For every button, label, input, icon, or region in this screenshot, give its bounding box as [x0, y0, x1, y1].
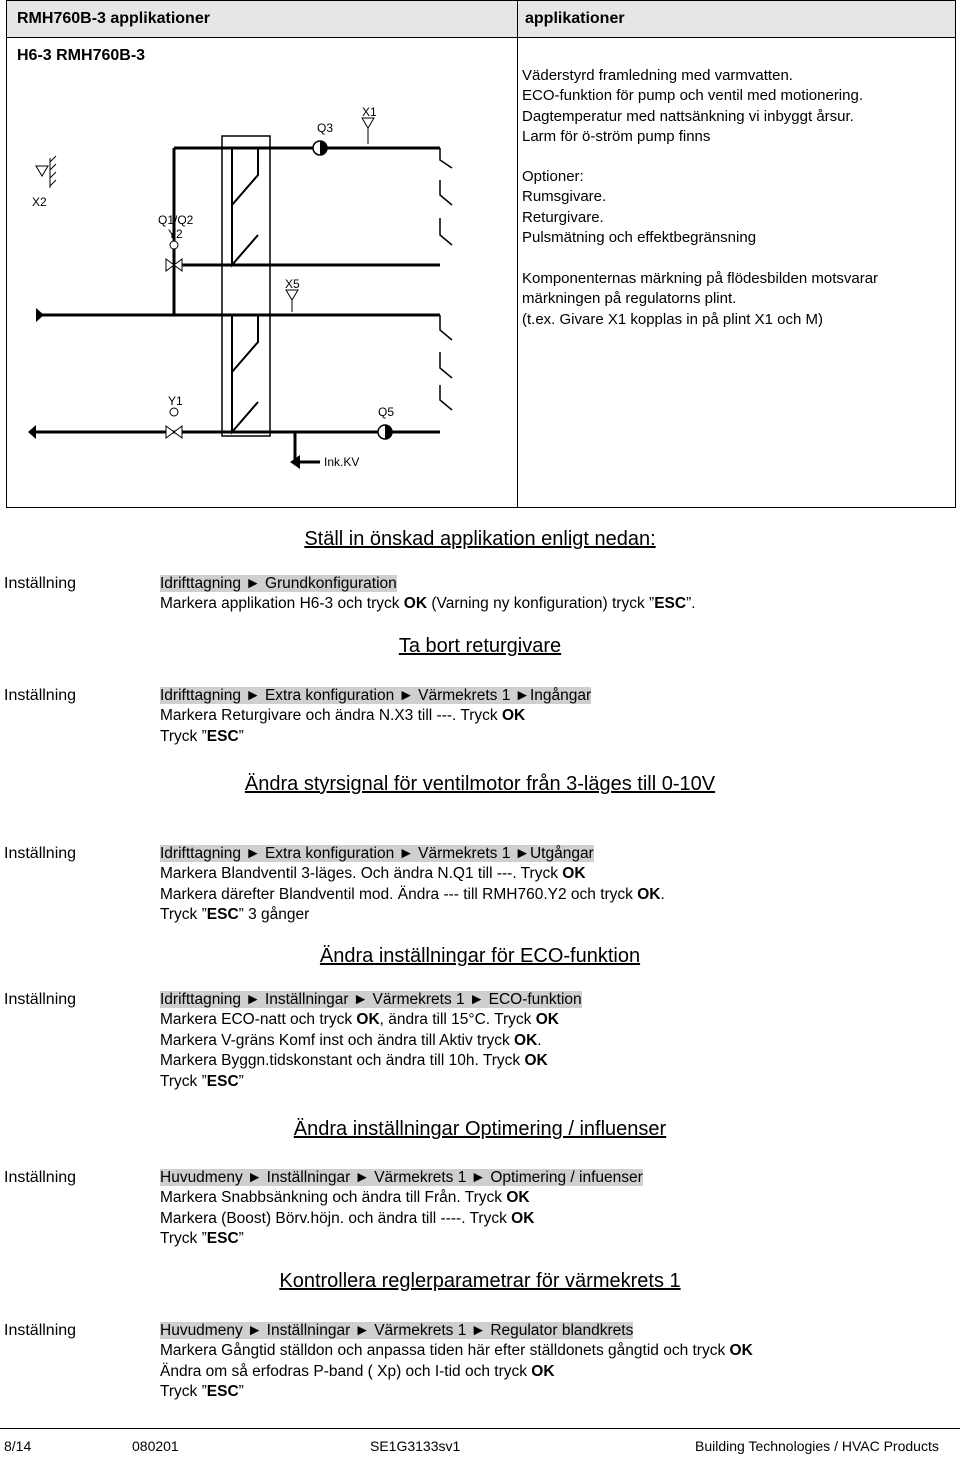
instruction-line: Ändra om så erfodras P-band ( Xp) och I-tid och tryck OK	[160, 1362, 555, 1380]
instruction-line: Markera ECO-natt och tryck OK, ändra till 15°C. Tryck OK	[160, 1011, 559, 1029]
flow-diagram	[0, 0, 512, 508]
instruction-line: Markera därefter Blandventil mod. Ändra --- till RMH760.Y2 och tryck OK.	[160, 885, 665, 903]
footer-date: 080201	[132, 1438, 179, 1454]
instruction-line: Markera Snabbsänkning och ändra till Från. Tryck OK	[160, 1189, 530, 1207]
section-heading: Ändra inställningar för ECO-funktion	[319, 945, 641, 967]
label-x1: X1	[362, 105, 377, 119]
section-heading: Ta bort returgivare	[398, 635, 562, 657]
footer-company: Building Technologies / HVAC Products	[695, 1438, 939, 1454]
menu-path: Idrifttagning ► Inställningar ► Värmekrets 1 ► ECO-funktion	[160, 991, 582, 1008]
label-y1: Y1	[168, 394, 183, 408]
footer-page: 8/14	[4, 1438, 32, 1454]
instruction-block	[160, 1321, 753, 1403]
instruction-line: Markera Gångtid ställdon och anpassa tiden här efter ställdonets gångtid och tryck OK	[160, 1342, 753, 1360]
description-block-2	[522, 167, 756, 249]
description-block-1	[522, 66, 863, 148]
setting-label: Inställning	[4, 1169, 77, 1186]
instruction-line: Markera (Boost) Börv.höjn. och ändra till ----. Tryck OK	[160, 1209, 535, 1227]
description-line: (t.ex. Givare X1 kopplas in på plint X1 och M)	[522, 310, 823, 328]
instruction-block	[160, 990, 582, 1092]
instruction-line: Tryck ”ESC”	[160, 727, 244, 745]
column-divider	[517, 1, 518, 507]
instruction-line: Markera applikation H6-3 och tryck OK (Varning ny konfiguration) tryck ”ESC”.	[160, 595, 696, 613]
application-subtitle: H6-3 RMH760B-3	[17, 47, 146, 64]
description-line: Rumsgivare.	[522, 188, 607, 206]
description-line: Optioner:	[522, 168, 584, 185]
instruction-block	[160, 574, 696, 615]
header-right-title: applikationer	[525, 10, 625, 27]
main-heading: Ställ in önskad applikation enligt nedan:	[304, 528, 656, 550]
label-x5: X5	[285, 277, 300, 291]
description-line: Returgivare.	[522, 208, 604, 226]
menu-path: Huvudmeny ► Inställningar ► Värmekrets 1 ► Optimering / infuenser	[160, 1169, 643, 1186]
label-q5: Q5	[378, 405, 395, 419]
label-inkv: Ink.KV	[324, 455, 360, 469]
instruction-line: Markera Blandventil 3-läges. Och ändra N.Q1 till ---. Tryck OK	[160, 865, 586, 883]
description-line: ECO-funktion för pump och ventil med motionering.	[522, 87, 863, 105]
section-heading: Kontrollera reglerparametrar för värmekrets 1	[279, 1270, 681, 1292]
instruction-line: Tryck ”ESC”	[160, 1072, 244, 1090]
footer-divider	[0, 1428, 960, 1429]
setting-label: Inställning	[4, 991, 77, 1008]
instruction-block	[160, 1168, 643, 1250]
menu-path: Idrifttagning ► Extra konfiguration ► Värmekrets 1 ►Utgångar	[160, 845, 594, 862]
description-line: Komponenternas märkning på flödesbilden motsvarar	[522, 270, 879, 287]
section-heading: Ändra inställningar Optimering / influenser	[293, 1118, 667, 1140]
label-x2: X2	[32, 195, 47, 209]
instruction-line: Tryck ”ESC” 3 gånger	[160, 906, 310, 924]
menu-path: Huvudmeny ► Inställningar ► Värmekrets 1 ► Regulator blandkrets	[160, 1322, 634, 1339]
description-line: Larm för ö-ström pump finns	[522, 128, 711, 146]
description-block-3	[522, 269, 878, 330]
instruction-line: Tryck ”ESC”	[160, 1230, 244, 1248]
instruction-line: Markera Returgivare och ändra N.X3 till ---. Tryck OK	[160, 707, 526, 725]
instruction-line: Markera V-gräns Komf inst och ändra till Aktiv tryck OK.	[160, 1031, 542, 1049]
label-q3: Q3	[317, 121, 334, 135]
menu-path: Idrifttagning ► Extra konfiguration ► Värmekrets 1 ►Ingångar	[160, 687, 592, 704]
setting-label: Inställning	[4, 1322, 77, 1339]
description-line: märkningen på regulatorns plint.	[522, 290, 737, 308]
setting-label: Inställning	[4, 687, 77, 704]
instruction-block	[160, 844, 665, 926]
menu-path: Idrifttagning ► Grundkonfiguration	[160, 575, 397, 592]
section-heading: Ändra styrsignal för ventilmotor från 3-läges till 0-10V	[244, 773, 716, 795]
footer-doc-id: SE1G3133sv1	[370, 1438, 461, 1454]
instruction-block	[160, 686, 591, 747]
description-line: Dagtemperatur med nattsänkning vi inbyggt årsur.	[522, 107, 854, 125]
label-y2: Y2	[168, 227, 183, 241]
setting-label: Inställning	[4, 575, 77, 592]
setting-label: Inställning	[4, 845, 77, 862]
header-left-title: RMH760B-3 applikationer	[17, 10, 210, 27]
instruction-line: Markera Byggn.tidskonstant och ändra till 10h. Tryck OK	[160, 1052, 548, 1070]
instruction-line: Tryck ”ESC”	[160, 1383, 244, 1401]
label-q1q2: Q1/Q2	[158, 213, 194, 227]
description-line: Pulsmätning och effektbegränsning	[522, 229, 757, 247]
description-line: Väderstyrd framledning med varmvatten.	[522, 67, 793, 84]
